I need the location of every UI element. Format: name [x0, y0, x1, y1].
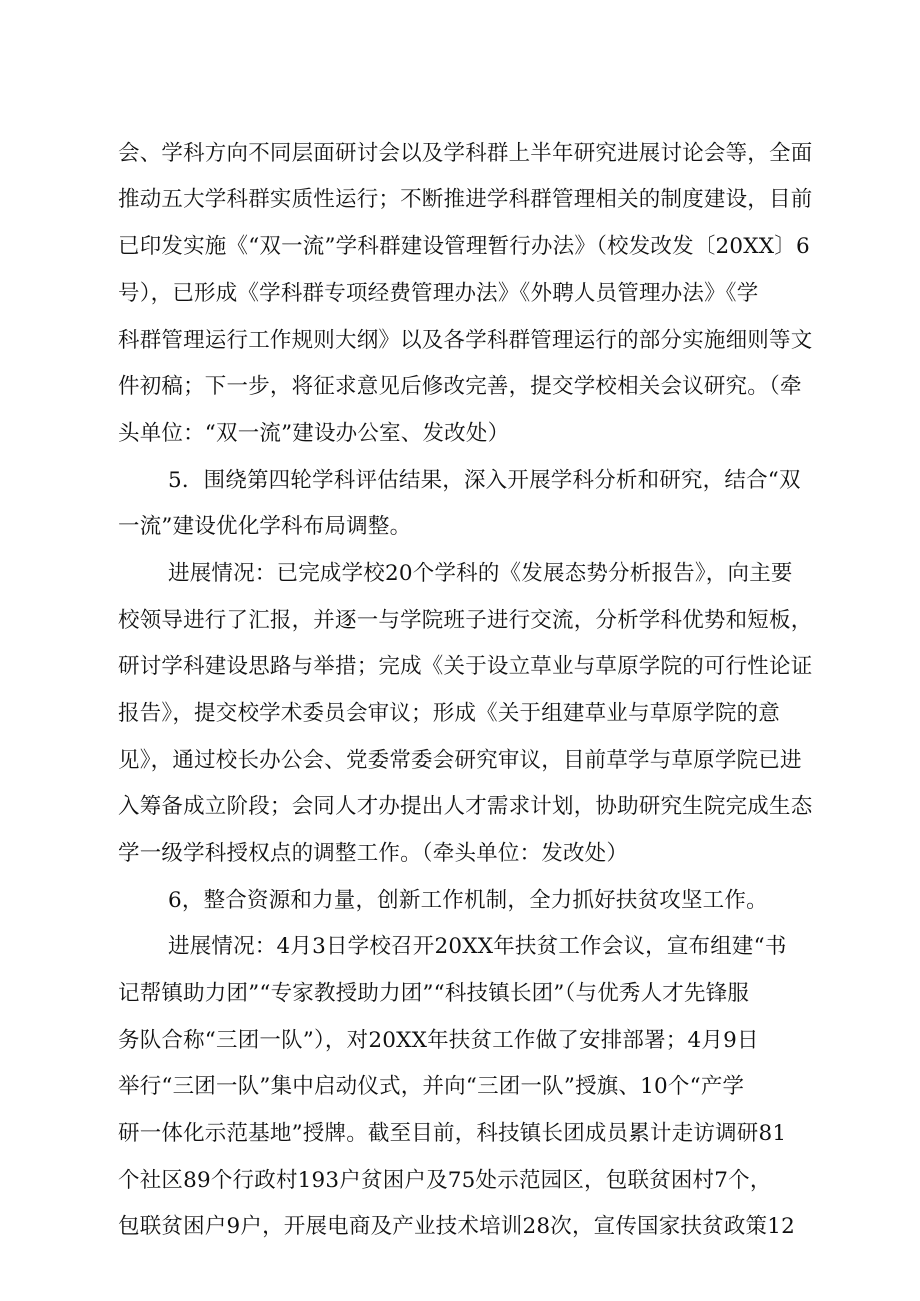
text-line: 务队合称“三团一队”），对20XX年扶贫工作做了安排部署；4月9日 [118, 1028, 759, 1053]
paragraph-start: 进展情况：已完成学校20个学科的《发展态势分析报告》，向主要 [168, 561, 793, 586]
text-line: 推动五大学科群实质性运行；不断推进学科群管理相关的制度建设，目前 [118, 187, 813, 212]
text-line: 头单位：“双一流”建设办公室、发改处） [118, 421, 510, 446]
text-line: 一流”建设优化学科布局调整。 [118, 514, 412, 539]
text-line: 件初稿；下一步，将征求意见后修改完善，提交学校相关会议研究。（牵 [118, 374, 802, 399]
text-line: 包联贫困户9户，开展电商及产业技术培训28次，宣传国家扶贫政策12 [118, 1214, 795, 1239]
text-line: 记帮镇助力团”“专家教授助力团”“科技镇长团”（与优秀人才先锋服 [118, 981, 750, 1006]
text-line: 入筹备成立阶段；会同人才办提出人才需求计划，协助研究生院完成生态 [118, 794, 813, 819]
text-line: 报告》，提交校学术委员会审议；形成《关于组建草业与草原学院的意 [118, 701, 780, 726]
text-line: 科群管理运行工作规则大纲》以及各学科群管理运行的部分实施细则等文 [118, 328, 813, 353]
text-line: 见》，通过校长办公会、党委常委会研究审议，目前草学与草原学院已进 [118, 748, 802, 773]
text-line: 校领导进行了汇报，并逐一与学院班子进行交流，分析学科优势和短板， [118, 608, 813, 633]
text-line: 号），已形成《学科群专项经费管理办法》《外聘人员管理办法》《学 [118, 281, 759, 306]
text-line: 个社区89个行政村193户贫困户及75处示范园区，包联贫困村7个， [118, 1168, 772, 1193]
text-line: 举行“三团一队”集中启动仪式，并向“三团一队”授旗、10个“产学 [118, 1074, 745, 1099]
text-line: 研讨学科建设思路与举措；完成《关于设立草业与草原学院的可行性论证 [118, 654, 813, 679]
paragraph-heading: 6，整合资源和力量，创新工作机制，全力抓好扶贫攻坚工作。 [168, 888, 768, 913]
paragraph-heading: 5．围绕第四轮学科评估结果，深入开展学科分析和研究，结合“双 [168, 468, 801, 493]
text-line: 已印发实施《“双一流”学科群建设管理暂行办法》（校发改发〔20XX〕6 [118, 234, 810, 259]
text-line: 研一体化示范基地”授牌。截至目前，科技镇长团成员累计走访调研81 [118, 1121, 787, 1146]
text-line: 学一级学科授权点的调整工作。（牵头单位：发改处） [118, 841, 629, 866]
paragraph-start: 进展情况：4月3日学校召开20XX年扶贫工作会议，宣布组建“书 [168, 934, 787, 959]
text-line: 会、学科方向不同层面研讨会以及学科群上半年研究进展讨论会等，全面 [118, 141, 813, 166]
